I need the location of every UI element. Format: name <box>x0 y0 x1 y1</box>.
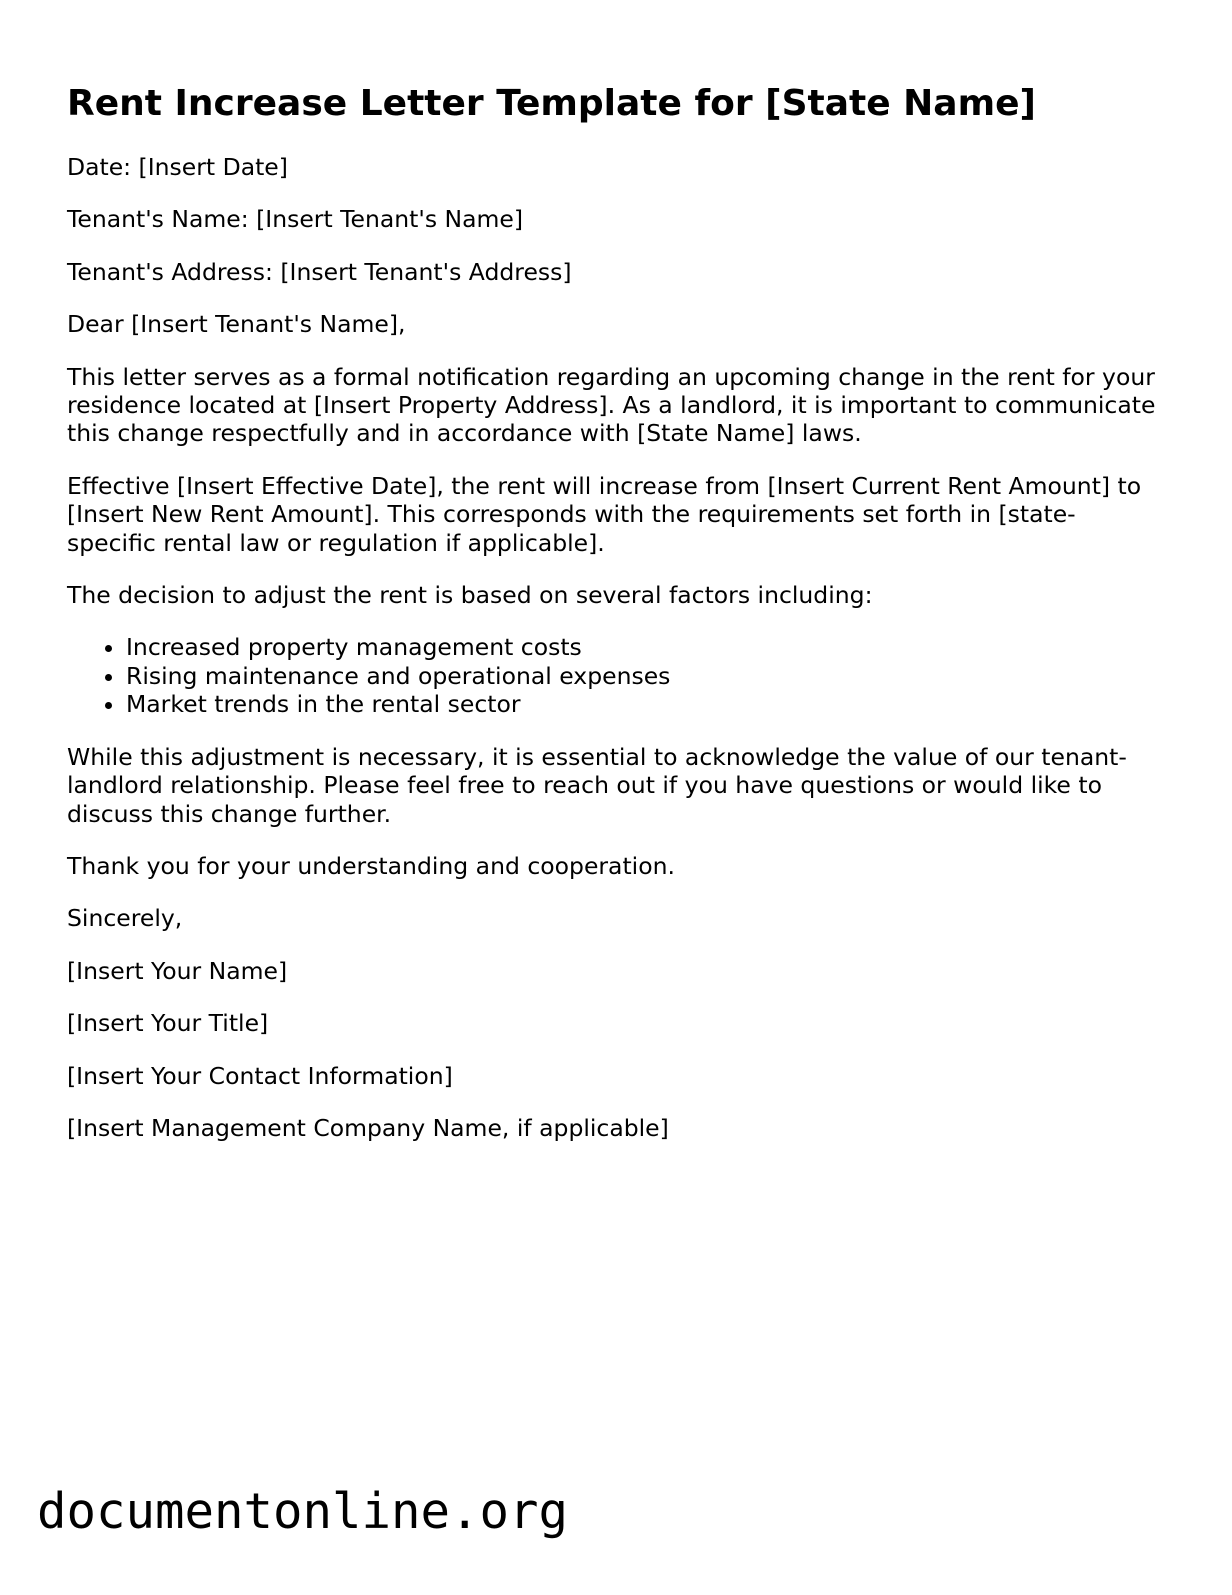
list-item: • Increased property management costs <box>126 633 1157 661</box>
letter-document <box>67 82 1157 1166</box>
signer-company: [Insert Management Company Name, if applicable] <box>67 1113 669 1142</box>
thanks-paragraph: Thank you for your understanding and cooperation. <box>67 851 675 880</box>
list-item: • Market trends in the rental sector <box>126 690 1157 718</box>
factors-intro-paragraph: The decision to adjust the rent is based on several factors including: <box>67 581 873 610</box>
tenant-address-line: Tenant's Address: [Insert Tenant's Address] <box>67 257 572 286</box>
list-item: • Rising maintenance and operational expenses <box>126 662 1157 690</box>
signer-name: [Insert Your Name] <box>67 956 288 985</box>
closing: Sincerely, <box>67 904 183 933</box>
watermark: documentonline.org <box>37 1483 569 1540</box>
salutation: Dear [Insert Tenant's Name], <box>67 310 406 339</box>
effective-paragraph: Effective [Insert Effective Date], the rent will increase from [Insert Current Rent Amount] to [Insert New Rent Amount]. This corresponds with the requirements set forth in [state-specific rental law or regulation if applicable]. <box>67 471 1142 557</box>
factors-list <box>67 633 1157 718</box>
signer-title: [Insert Your Title] <box>67 1009 269 1038</box>
signer-contact: [Insert Your Contact Information] <box>67 1061 453 1090</box>
relationship-paragraph: While this adjustment is necessary, it is essential to acknowledge the value of our tenant-landlord relationship. Please feel free to reach out if you have questions or would like to discuss this change further. <box>67 742 1127 828</box>
tenant-name-line: Tenant's Name: [Insert Tenant's Name] <box>67 205 524 234</box>
page-title: Rent Increase Letter Template for [State Name] <box>67 83 1036 124</box>
intro-paragraph: This letter serves as a formal notification regarding an upcoming change in the rent for your residence located at [Insert Property Address]. As a landlord, it is important to communicate this change respectfully and in accordance with [State Name] laws. <box>67 362 1156 448</box>
date-line: Date: [Insert Date] <box>67 153 288 181</box>
